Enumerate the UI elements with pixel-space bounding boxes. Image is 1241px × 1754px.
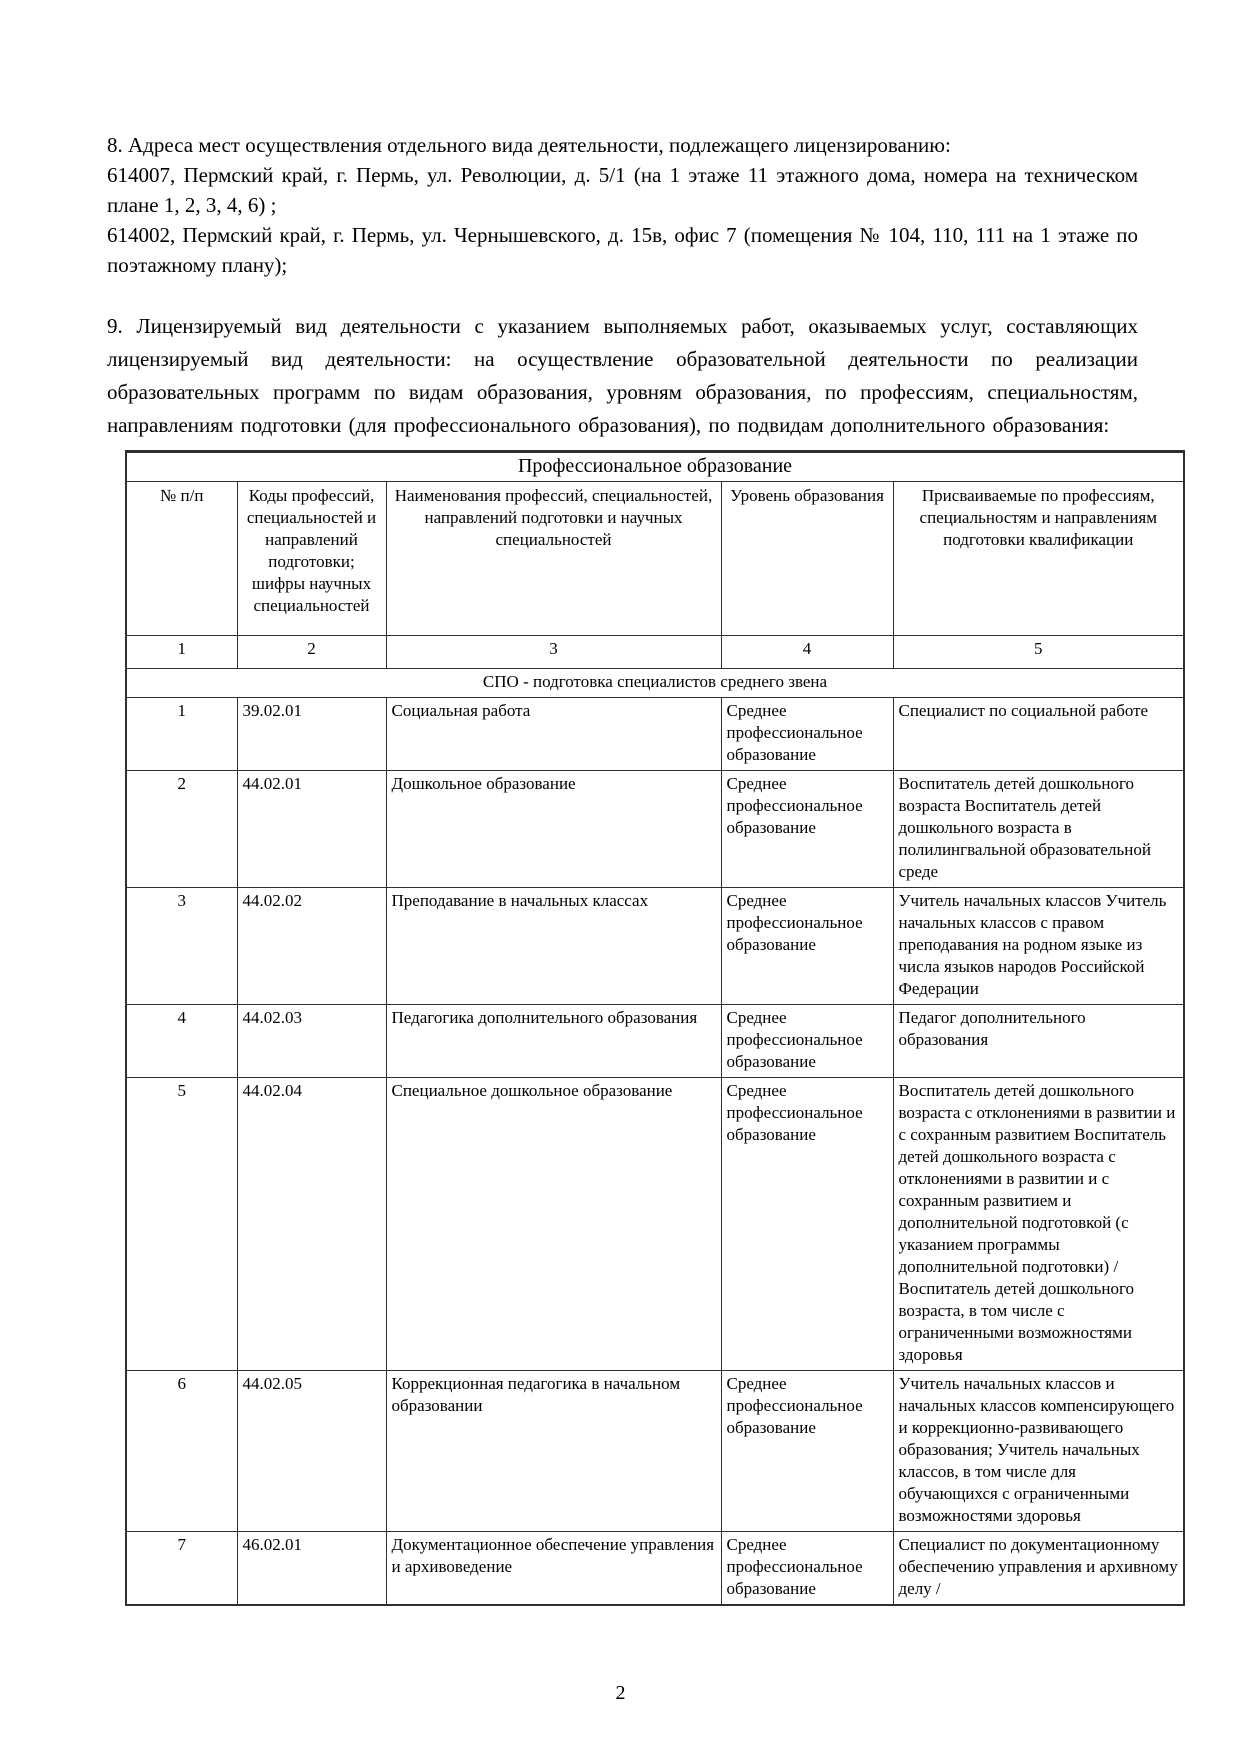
qualification-cell: Учитель начальных классов и начальных классов компенсирующего и коррекционно-развивающего образования; Учитель начальных классов, в том числе для обучающихся с ограниченными возможностями здоровья	[893, 1371, 1184, 1532]
level-cell: Среднее профессиональное образование	[721, 1078, 893, 1371]
column-number-2: 2	[237, 636, 386, 669]
section-8-address-1: 614007, Пермский край, г. Пермь, ул. Революции, д. 5/1 (на 1 этаже 11 этажного дома, номера на техническом плане 1, 2, 3, 4, 6) ;	[107, 163, 1138, 217]
qualification-cell: Воспитатель детей дошкольного возраста с отклонениями в развитии и с сохранным развитием Воспитатель детей дошкольного возраста с отклонениями в развитии и с сохранным развитием и дополнительной подготовкой (с указанием программы дополнительной подготовки) / Воспитатель детей дошкольного возраста, в том числе с ограниченными возможностями здоровья	[893, 1078, 1184, 1371]
table-row	[126, 1371, 1184, 1532]
column-number-3: 3	[386, 636, 721, 669]
section-9-paragraph: 9. Лицензируемый вид деятельности с указанием выполняемых работ, оказываемых услуг, составляющих лицензируемый вид деятельности: на осуществление образовательной деятельности по реализации образовательных программ по видам образования, уровням образования, по профессиям, специальностям, направлениям подготовки (для профессионального образования), по подвидам дополнительного образования:	[107, 314, 1138, 437]
code-cell: 44.02.05	[237, 1371, 386, 1532]
row-number-cell: 7	[126, 1532, 237, 1606]
qualification-cell: Специалист по документационному обеспечению управления и архивному делу /	[893, 1532, 1184, 1606]
name-cell: Специальное дошкольное образование	[386, 1078, 721, 1371]
level-cell: Среднее профессиональное образование	[721, 1005, 893, 1078]
column-header-codes: Коды профессий, специальностей и направлений подготовки; шифры научных специальностей	[237, 482, 386, 636]
row-number-cell: 2	[126, 771, 237, 888]
table-header-row	[126, 482, 1184, 636]
professional-education-table	[125, 450, 1185, 1606]
name-cell: Социальная работа	[386, 698, 721, 771]
row-number-cell: 1	[126, 698, 237, 771]
code-cell: 44.02.03	[237, 1005, 386, 1078]
table-title: Профессиональное образование	[126, 452, 1184, 482]
table-title-row	[126, 452, 1184, 482]
row-number-cell: 5	[126, 1078, 237, 1371]
table-row	[126, 1078, 1184, 1371]
name-cell: Преподавание в начальных классах	[386, 888, 721, 1005]
code-cell: 46.02.01	[237, 1532, 386, 1606]
column-number-5: 5	[893, 636, 1184, 669]
qualification-cell: Воспитатель детей дошкольного возраста Воспитатель детей дошкольного возраста в полилингвальной образовательной среде	[893, 771, 1184, 888]
column-number-1: 1	[126, 636, 237, 669]
qualification-cell: Учитель начальных классов Учитель начальных классов с правом преподавания на родном языке из числа языков народов Российской Федерации	[893, 888, 1184, 1005]
row-number-cell: 3	[126, 888, 237, 1005]
table-section-header: СПО - подготовка специалистов среднего звена	[126, 669, 1184, 698]
code-cell: 44.02.04	[237, 1078, 386, 1371]
section-8-intro: 8. Адреса мест осуществления отдельного вида деятельности, подлежащего лицензированию:	[107, 133, 951, 157]
code-cell: 39.02.01	[237, 698, 386, 771]
page-number: 2	[615, 1682, 626, 1704]
column-numbers-row	[126, 636, 1184, 669]
code-cell: 44.02.02	[237, 888, 386, 1005]
name-cell: Педагогика дополнительного образования	[386, 1005, 721, 1078]
level-cell: Среднее профессиональное образование	[721, 771, 893, 888]
level-cell: Среднее профессиональное образование	[721, 698, 893, 771]
table-row	[126, 1532, 1184, 1606]
name-cell: Документационное обеспечение управления и архивоведение	[386, 1532, 721, 1606]
row-number-cell: 6	[126, 1371, 237, 1532]
level-cell: Среднее профессиональное образование	[721, 888, 893, 1005]
column-number-4: 4	[721, 636, 893, 669]
level-cell: Среднее профессиональное образование	[721, 1532, 893, 1606]
license-table-block	[107, 450, 1178, 1606]
level-cell: Среднее профессиональное образование	[721, 1371, 893, 1532]
column-header-qualifications: Присваиваемые по профессиям, специальностям и направлениям подготовки квалификации	[893, 482, 1184, 636]
table-row	[126, 771, 1184, 888]
qualification-cell: Специалист по социальной работе	[893, 698, 1184, 771]
row-number-cell: 4	[126, 1005, 237, 1078]
column-header-names: Наименования профессий, специальностей, направлений подготовки и научных специальностей	[386, 482, 721, 636]
name-cell: Дошкольное образование	[386, 771, 721, 888]
column-header-num: № п/п	[126, 482, 237, 636]
qualification-cell: Педагог дополнительного образования	[893, 1005, 1184, 1078]
table-row	[126, 698, 1184, 771]
column-header-level: Уровень образования	[721, 482, 893, 636]
table-row	[126, 1005, 1184, 1078]
code-cell: 44.02.01	[237, 771, 386, 888]
table-row	[126, 888, 1184, 1005]
section-8-address-2: 614002, Пермский край, г. Пермь, ул. Чернышевского, д. 15в, офис 7 (помещения № 104, 110, 111 на 1 этаже по поэтажному плану);	[107, 223, 1138, 277]
page-content	[107, 130, 1178, 1606]
name-cell: Коррекционная педагогика в начальном образовании	[386, 1371, 721, 1532]
table-section-row	[126, 669, 1184, 698]
